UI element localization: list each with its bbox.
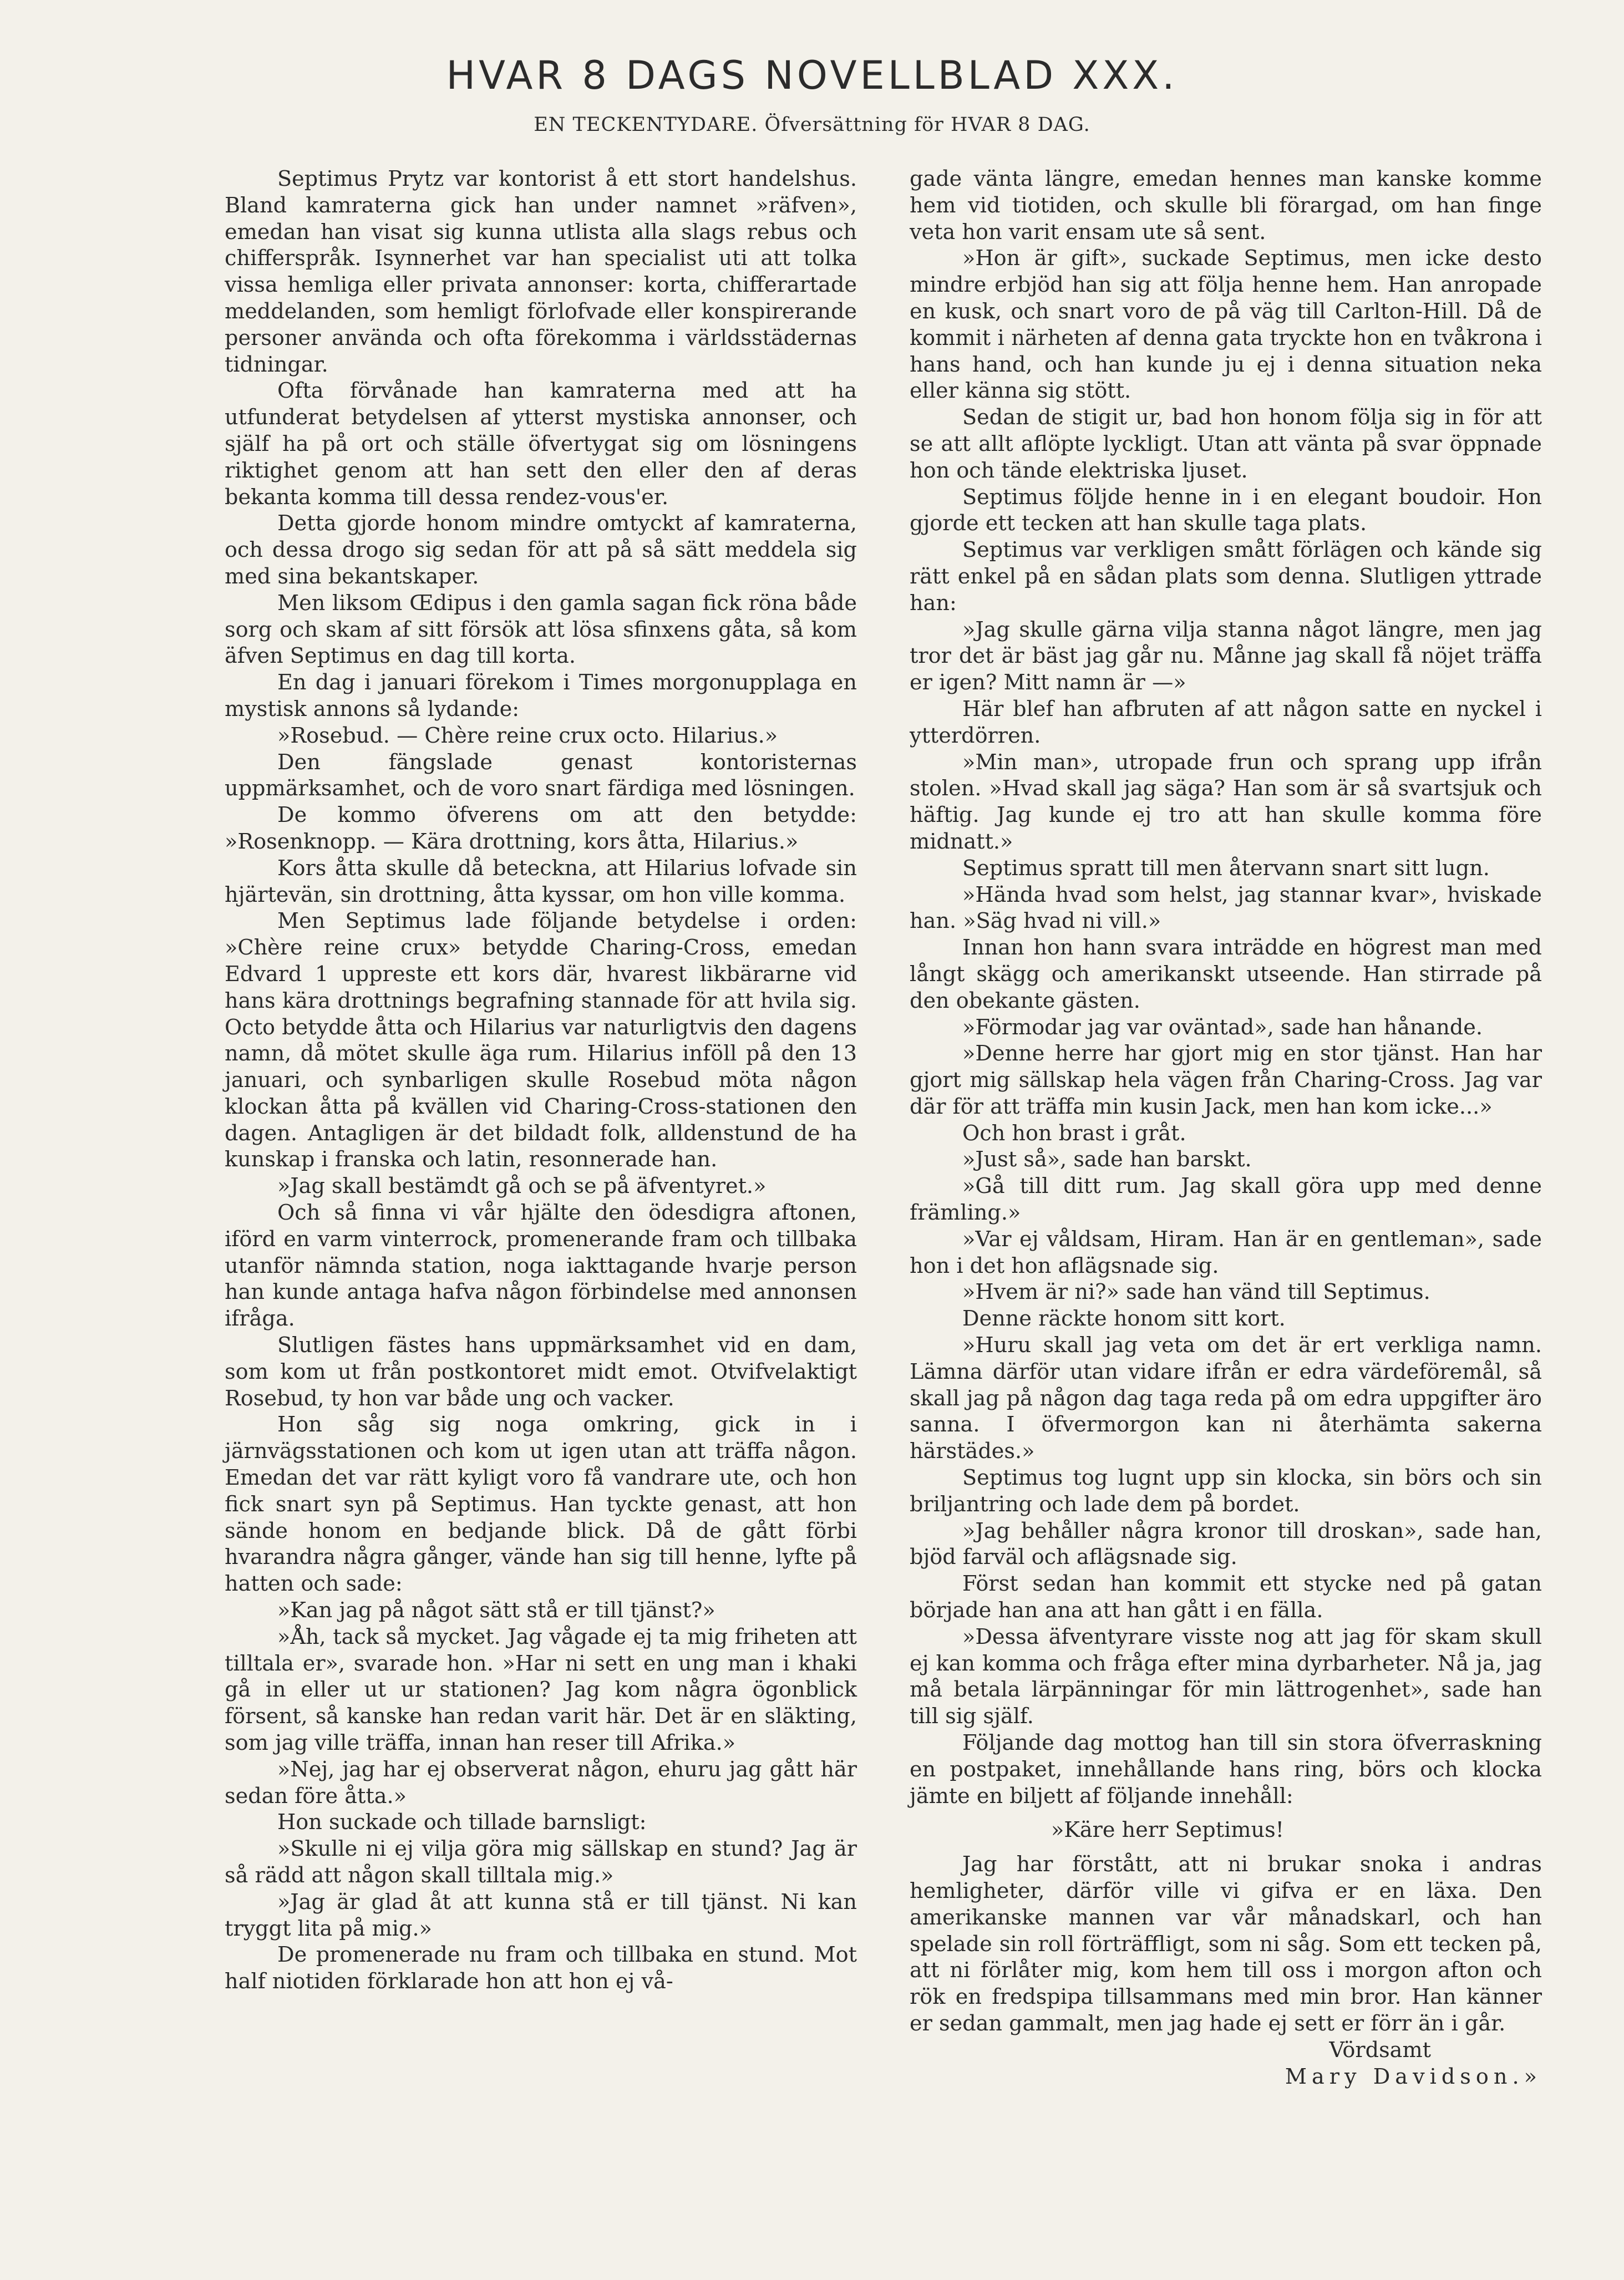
paragraph: Ofta förvånade han kamraterna med att ha utfunderat betydelsen af ytterst mystiska annonser, och själf ha på ort och ställe öfvertygat sig om lösningens riktighet genom att han sett den eller den af deras bekanta komma till dessa rendez-vous'er. (225, 379, 857, 510)
paragraph: »Jag skulle gärna vilja stanna något längre, men jag tror det är bäst jag går nu. Månne jag skall få nöjet träffa er igen? Mitt namn är —» (910, 617, 1542, 695)
paragraph: Septimus var verkligen smått förlägen och kände sig rätt enkel på en sådan plats som denna. Slutligen yttrade han: (910, 538, 1542, 616)
paragraph: »Kan jag på något sätt stå er till tjänst?» (277, 1598, 715, 1623)
paragraph: »Hända hvad som helst, jag stannar kvar», hviskade han. »Säg hvad ni vill.» (910, 882, 1542, 934)
paragraph: Hon såg sig noga omkring, gick in i järnvägsstationen och kom ut igen utan att träffa någon. Emedan det var rätt kyligt voro få vandrare ute, och hon fick snart syn på Septimus. Han tyckte genast, att hon sände honom en bedjande blick. Då de gått förbi hvarandra några gånger, vände han sig till henne, lyfte på hatten och sade: (225, 1413, 857, 1597)
paragraph: »Just så», sade han barskt. (962, 1147, 1252, 1172)
letter-salutation: »Käre herr Septimus! (1051, 1818, 1285, 1843)
paragraph: Innan hon hann svara inträdde en högrest man med långt skägg och amerikanskt utseende. Han stirrade på den obekante gästen. (910, 936, 1542, 1013)
paragraph: Följande dag mottog han till sin stora öfverraskning en postpaket, innehållande hans ring, börs och klocka jämte en biljett af följande innehåll: (910, 1731, 1542, 1809)
letter-signature: Mary Davidson.» (1285, 2064, 1542, 2089)
paragraph: Slutligen fästes hans uppmärksamhet vid en dam, som kom ut från postkontoret midt emot. Otvifvelaktigt Rosebud, ty hon var både ung och vacker. (225, 1333, 857, 1411)
paragraph: Den fängslade genast kontoristernas uppmärksamhet, och de voro snart färdiga med lösningen. (225, 750, 857, 801)
paragraph: gade vänta längre, emedan hennes man kanske komme hem vid tiotiden, och skulle bli förargad, om han finge veta hon varit ensam ute så sent. (910, 167, 1542, 245)
paragraph: En dag i januari förekom i Times morgonupplaga en mystisk annons så lydande: (225, 671, 857, 722)
paragraph: »Denne herre har gjort mig en stor tjänst. Han har gjort mig sällskap hela vägen från Charing-Cross. Jag var där för att träffa min kusin Jack, men han kom icke...» (910, 1042, 1542, 1119)
right-column (910, 166, 1542, 2090)
paragraph: »Huru skall jag veta om det är ert verkliga namn. Lämna därför utan vidare ifrån er edra värdeföremål, så skall jag på någon dag taga reda på om edra uppgifter äro sanna. I öfvermorgon kan ni återhämta sakerna härstädes.» (910, 1333, 1542, 1464)
left-column (225, 166, 857, 1995)
paragraph: »Jag skall bestämdt gå och se på äfventyret.» (277, 1174, 767, 1199)
paragraph: »Var ej våldsam, Hiram. Han är en gentleman», sade hon i det hon aflägsnade sig. (910, 1227, 1542, 1278)
paragraph: Denne räckte honom sitt kort. (962, 1307, 1286, 1332)
story-title: EN TECKENTYDARE. Öfversättning för HVAR 8 DAG. (534, 114, 1090, 136)
paragraph: »Min man», utropade frun och sprang upp ifrån stolen. »Hvad skall jag säga? Han som är så svartsjuk och häftig. Jag kunde ej tro att han skulle komma före midnatt.» (910, 750, 1542, 854)
paragraph: Septimus följde henne in i en elegant boudoir. Hon gjorde ett tecken att han skulle taga plats. (910, 485, 1542, 536)
paragraph: »Jag behåller några kronor till droskan», sade han, bjöd farväl och aflägsnade sig. (910, 1519, 1542, 1570)
masthead: HVAR 8 DAGS NOVELLBLAD XXX. (446, 53, 1178, 98)
paragraph: Först sedan han kommit ett stycke ned på gatan började han ana att han gått i en fälla. (910, 1572, 1542, 1623)
paragraph: De kommo öfverens om att den betydde: »Rosenknopp. — Kära drottning, kors åtta, Hilarius.» (225, 803, 857, 854)
paragraph: »Hon är gift», suckade Septimus, men icke desto mindre erbjöd han sig att följa henne hem. Han anropade en kusk, och snart voro de på väg till Carlton-Hill. Då de kommit i närheten af denna gata tryckte hon en tvåkrona i hans hand, och han kunde ju ej i denna situation neka eller känna sig stött. (910, 246, 1542, 404)
paragraph: »Jag är glad åt att kunna stå er till tjänst. Ni kan tryggt lita på mig.» (225, 1890, 857, 1941)
paragraph: »Förmodar jag var oväntad», sade han hånande. (962, 1015, 1483, 1040)
letter-closing: Vördsamt (1329, 2038, 1431, 2063)
paragraph: »Hvem är ni?» sade han vänd till Septimus. (962, 1280, 1430, 1305)
paragraph: Septimus tog lugnt upp sin klocka, sin börs och sin briljantring och lade dem på bordet. (910, 1466, 1542, 1517)
paragraph: Men Septimus lade följande betydelse i orden: »Chère reine crux» betydde Charing-Cross, emedan Edvard 1 uppreste ett kors där, hvarest likbärarne vid hans kära drottnings begrafning stannade för att hvila sig. Octo betydde åtta och Hilarius var naturligtvis den dagens namn, då mötet skulle äga rum. Hilarius inföll på den 13 januari, och synbarligen skulle Rosebud möta någon klockan åtta på kvällen vid Charing-Cross-stationen den dagen. Antagligen är det bildadt folk, alldenstund de ha kunskap i franska och latin, resonnerade han. (225, 909, 857, 1172)
paragraph: »Gå till ditt rum. Jag skall göra upp med denne främling.» (910, 1174, 1542, 1226)
paragraph: Här blef han afbruten af att någon satte en nyckel i ytterdörren. (910, 697, 1542, 748)
paragraph: Och så finna vi vår hjälte den ödesdigra aftonen, iförd en varm vinterrock, promenerande fram och tillbaka utanför nämnda station, noga iakttagande hvarje person han kunde antaga hafva någon förbindelse med annonsen ifråga. (225, 1201, 857, 1332)
paragraph: Men liksom Œdipus i den gamla sagan fick röna både sorg och skam af sitt försök att lösa sfinxens gåta, så kom äfven Septimus en dag till korta. (225, 591, 857, 669)
paragraph: Sedan de stigit ur, bad hon honom följa sig in för att se att allt aflöpte lyckligt. Utan att vänta på svar öppnade hon och tände elektriska ljuset. (910, 405, 1542, 483)
paragraph: Hon suckade och tillade barnsligt: (277, 1810, 647, 1835)
paragraph: »Nej, jag har ej observerat någon, ehuru jag gått här sedan före åtta.» (225, 1757, 857, 1809)
paragraph: »Åh, tack så mycket. Jag vågade ej ta mig friheten att tilltala er», svarade hon. »Har ni sett en ung man i khaki gå in eller ut ur stationen? Jag kom några ögonblick försent, så kanske han redan varit här. Det är en släkting, som jag ville träffa, innan han reser till Afrika.» (225, 1624, 857, 1756)
advertisement-quote: »Rosebud. — Chère reine crux octo. Hilarius.» (277, 723, 778, 748)
paragraph: »Skulle ni ej vilja göra mig sällskap en stund? Jag är så rädd att någon skall tilltala mig.» (225, 1837, 857, 1888)
paragraph: Kors åtta skulle då beteckna, att Hilarius lofvade sin hjärtevän, sin drottning, åtta kyssar, om hon ville komma. (225, 856, 857, 907)
paragraph: Detta gjorde honom mindre omtyckt af kamraterna, och dessa drogo sig sedan för att på så sätt meddela sig med sina bekantskaper. (225, 511, 857, 589)
paragraph: De promenerade nu fram och tillbaka en stund. Mot half niotiden förklarade hon att hon ej vå- (225, 1943, 857, 1994)
paragraph: Septimus spratt till men återvann snart sitt lugn. (962, 856, 1490, 881)
paragraph: Septimus Prytz var kontorist å ett stort handelshus. Bland kamraterna gick han under namnet »räfven», emedan han visat sig kunna utlista alla slags rebus och chifferspråk. Isynnerhet var han specialist uti att tolka vissa hemliga eller privata annonser: korta, chifferartade meddelanden, som hemligt förlofvade eller konspirerande personer använda och ofta förekomma i världsstädernas tidningar. (225, 167, 857, 377)
paragraph: »Dessa äfventyrare visste nog att jag för skam skull ej kan komma och fråga efter mina dyrbarheter. Nå ja, jag må betala lärpänningar för min lättrogenhet», sade han till sig själf. (910, 1624, 1542, 1729)
paragraph: Och hon brast i gråt. (962, 1121, 1186, 1146)
letter-body: Jag har förstått, att ni brukar snoka i andras hemligheter, därför ville vi gifva er en läxa. Den amerikanske mannen var vår månadskarl, och han spelade sin roll förträffligt, som ni såg. Som ett tecken på, att ni förlåter mig, kom hem till oss i morgon afton och rök en fredspipa tillsammans med min bror. Han känner er sedan gammalt, men jag hade ej sett er förr än i går. (910, 1852, 1542, 2036)
